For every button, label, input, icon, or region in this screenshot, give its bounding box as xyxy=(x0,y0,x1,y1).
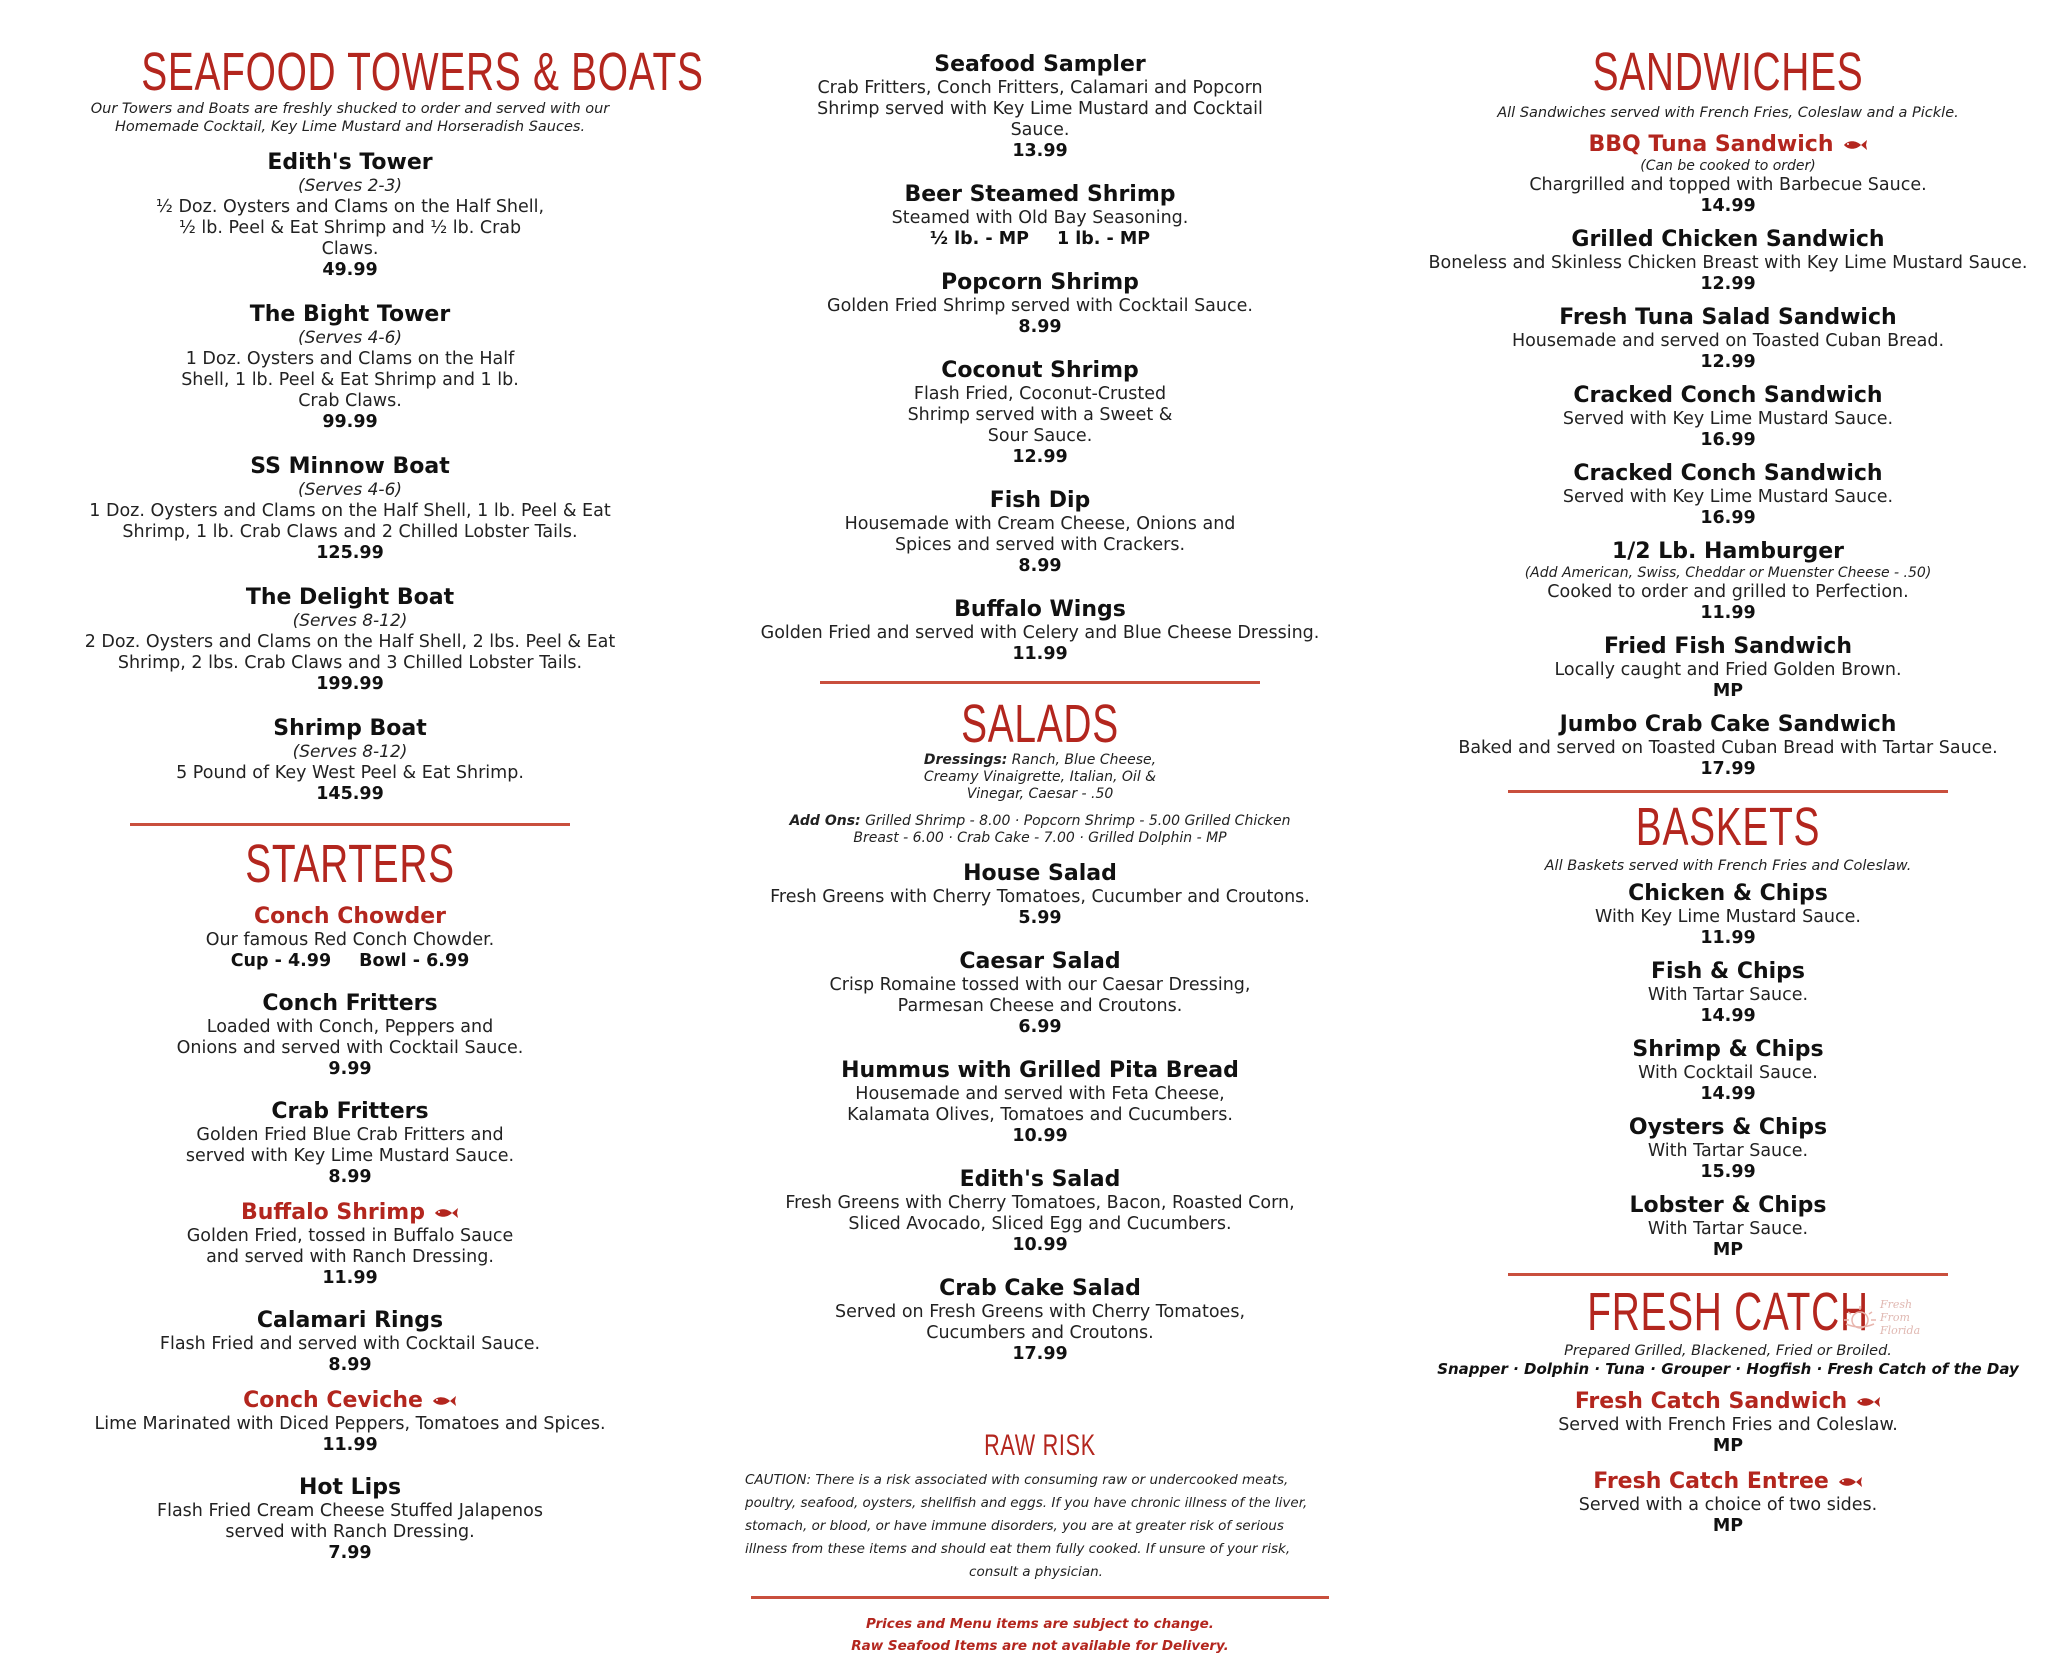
item-price: 17.99 xyxy=(1700,759,1756,779)
menu-item xyxy=(60,716,640,805)
section-note-towers: Our Towers and Boats are freshly shucked to order and served with our Homemade Cocktail, Key Lime Mustard and Horseradish Sauces. xyxy=(90,101,610,135)
menu-item xyxy=(1428,712,2028,780)
item-desc: 1 Doz. Oysters and Clams on the Half Shell, 1 lb. Peel & Eat Shrimp and 1 lb. Crab Claws. xyxy=(181,349,519,411)
item-name: Hot Lips xyxy=(298,1475,402,1500)
item-price: MP xyxy=(1712,1436,1744,1456)
item-name: Seafood Sampler xyxy=(934,52,1146,77)
menu-item xyxy=(60,904,640,972)
item-desc: Our famous Red Conch Chowder. xyxy=(205,930,495,950)
fish-icon xyxy=(433,1207,459,1219)
item-desc: Fresh Greens with Cherry Tomatoes, Cucumber and Croutons. xyxy=(770,887,1310,907)
item-price: 6.99 xyxy=(1018,1017,1062,1037)
item-desc: Flash Fried Cream Cheese Stuffed Jalapenos served with Ranch Dressing. xyxy=(157,1501,543,1542)
fish-icon xyxy=(431,1395,457,1407)
item-desc: Flash Fried and served with Cocktail Sauce. xyxy=(159,1334,541,1354)
item-price: 12.99 xyxy=(1700,274,1756,294)
menu-item xyxy=(60,1475,640,1564)
item-desc: Served with Key Lime Mustard Sauce. xyxy=(1562,487,1894,507)
section-title-salads: SALADS xyxy=(961,694,1119,754)
item-price: 9.99 xyxy=(328,1059,372,1079)
item-price: 7.99 xyxy=(328,1543,372,1563)
section-divider xyxy=(820,681,1260,684)
dressings-label: Dressings: xyxy=(923,752,1008,768)
item-serves: (Serves 2-3) xyxy=(297,176,403,196)
item-name: Fried Fish Sandwich xyxy=(1604,634,1852,659)
fish-icon xyxy=(1842,139,1868,151)
item-price: 14.99 xyxy=(1700,1006,1756,1026)
menu-item xyxy=(60,1308,640,1376)
item-desc: Housemade and served with Feta Cheese, Kalamata Olives, Tomatoes and Cucumbers. xyxy=(847,1084,1233,1125)
item-name: Popcorn Shrimp xyxy=(941,270,1139,295)
item-name: Crab Cake Salad xyxy=(939,1276,1141,1301)
item-name: Shrimp & Chips xyxy=(1632,1037,1824,1062)
item-name: Coconut Shrimp xyxy=(941,358,1139,383)
item-desc: Chargrilled and topped with Barbecue Sauce. xyxy=(1529,175,1927,195)
item-name xyxy=(60,1388,640,1414)
item-name: The Bight Tower xyxy=(249,302,451,327)
menu-item xyxy=(1428,881,2028,949)
item-desc: Steamed with Old Bay Seasoning. xyxy=(891,208,1189,228)
item-name: Calamari Rings xyxy=(256,1308,444,1333)
item-serves: (Serves 4-6) xyxy=(297,480,403,500)
item-price xyxy=(745,229,1335,250)
item-desc: Loaded with Conch, Peppers and Onions and served with Cocktail Sauce. xyxy=(176,1017,524,1058)
item-price: 199.99 xyxy=(316,674,384,694)
item-desc: Crisp Romaine tossed with our Caesar Dressing, Parmesan Cheese and Croutons. xyxy=(829,975,1251,1016)
fresh-catch-header xyxy=(1428,1284,2028,1340)
menu-item xyxy=(745,597,1335,665)
addons-text: Grilled Shrimp - 8.00 · Popcorn Shrimp - 5.00 Grilled Chicken Breast - 6.00 · Crab Cake - 7.00 · Grilled Dolphin - MP xyxy=(853,813,1291,846)
menu-item xyxy=(60,302,640,433)
menu-item xyxy=(1428,1037,2028,1105)
menu-item xyxy=(1428,132,2028,217)
menu-item xyxy=(1428,227,2028,295)
item-name-text: Buffalo Shrimp xyxy=(241,1200,425,1225)
menu-item xyxy=(745,949,1335,1038)
menu-item xyxy=(1428,305,2028,373)
menu-item xyxy=(1428,1389,2028,1457)
price-one-lb: 1 lb. - MP xyxy=(1056,229,1151,249)
item-price: 11.99 xyxy=(322,1268,378,1288)
item-name-text: BBQ Tuna Sandwich xyxy=(1588,132,1834,157)
logo-text-fresh: Fresh xyxy=(1880,1298,1913,1311)
item-name: Lobster & Chips xyxy=(1629,1193,1827,1218)
item-name: Cracked Conch Sandwich xyxy=(1573,461,1883,486)
item-name xyxy=(60,1200,640,1226)
menu-item xyxy=(745,52,1335,162)
section-divider xyxy=(751,1596,1329,1599)
item-desc: 1 Doz. Oysters and Clams on the Half Shell, 1 lb. Peel & Eat Shrimp, 1 lb. Crab Claws and 2 Chilled Lobster Tails. xyxy=(89,501,611,542)
section-title-baskets: BASKETS xyxy=(1635,797,1821,857)
item-desc: With Tartar Sauce. xyxy=(1647,1141,1809,1161)
fish-icon xyxy=(1855,1396,1881,1408)
item-price: 11.99 xyxy=(322,1435,378,1455)
addons-label: Add Ons: xyxy=(789,813,861,829)
item-price: 8.99 xyxy=(1018,556,1062,576)
item-name: Shrimp Boat xyxy=(273,716,427,741)
menu-item xyxy=(745,1276,1335,1365)
item-desc: 2 Doz. Oysters and Clams on the Half Shell, 2 lbs. Peel & Eat Shrimp, 2 lbs. Crab Claws and 3 Chilled Lobster Tails. xyxy=(84,632,616,673)
section-title-sandwiches: SANDWICHES xyxy=(1592,42,1864,102)
section-title-seafood-towers: SEAFOOD TOWERS & BOATS xyxy=(141,42,704,102)
menu-item xyxy=(1428,1193,2028,1261)
price-bowl: Bowl - 6.99 xyxy=(359,951,470,971)
item-desc: Fresh Greens with Cherry Tomatoes, Bacon, Roasted Corn, Sliced Avocado, Sliced Egg and Cucumbers. xyxy=(785,1193,1295,1234)
item-price: 14.99 xyxy=(1700,1084,1756,1104)
section-title-starters: STARTERS xyxy=(245,834,455,894)
salad-dressings xyxy=(745,752,1335,803)
item-price: 99.99 xyxy=(322,412,378,432)
item-price: 49.99 xyxy=(322,260,378,280)
item-note: (Can be cooked to order) xyxy=(1640,158,1816,174)
item-price: 14.99 xyxy=(1700,196,1756,216)
menu-item xyxy=(745,1058,1335,1147)
fresh-from-florida-logo xyxy=(1840,1294,1920,1342)
dressings-text: Ranch, Blue Cheese, Creamy Vinaigrette, Italian, Oil & Vinegar, Caesar - .50 xyxy=(923,752,1157,802)
item-desc: Locally caught and Fried Golden Brown. xyxy=(1554,660,1902,680)
item-serves: (Serves 8-12) xyxy=(292,742,408,762)
column-left xyxy=(60,0,704,1564)
item-desc: Housemade with Cream Cheese, Onions and Spices and served with Crackers. xyxy=(844,514,1236,555)
item-desc: Served with French Fries and Coleslaw. xyxy=(1558,1415,1898,1435)
item-desc: Lime Marinated with Diced Peppers, Tomatoes and Spices. xyxy=(94,1414,606,1434)
item-desc: Golden Fried Shrimp served with Cocktail Sauce. xyxy=(827,296,1253,316)
item-desc: ½ Doz. Oysters and Clams on the Half Shell, ½ lb. Peel & Eat Shrimp and ½ lb. Crab Claws. xyxy=(155,197,545,259)
item-price: 8.99 xyxy=(328,1167,372,1187)
item-name: Fresh Tuna Salad Sandwich xyxy=(1559,305,1897,330)
item-name xyxy=(1428,132,2028,158)
menu-item xyxy=(1428,1469,2028,1537)
item-desc: Served with a choice of two sides. xyxy=(1578,1495,1878,1515)
item-desc: Boneless and Skinless Chicken Breast with Key Lime Mustard Sauce. xyxy=(1428,253,2028,273)
item-price: 11.99 xyxy=(1700,928,1756,948)
logo-text-florida: From Florida xyxy=(1880,1311,1921,1337)
item-desc: Flash Fried, Coconut-Crusted Shrimp served with a Sweet & Sour Sauce. xyxy=(907,384,1173,446)
item-desc: Served on Fresh Greens with Cherry Tomatoes, Cucumbers and Croutons. xyxy=(834,1302,1246,1343)
item-serves: (Serves 8-12) xyxy=(292,611,408,631)
item-desc: With Key Lime Mustard Sauce. xyxy=(1595,907,1861,927)
item-name: Fish Dip xyxy=(989,488,1091,513)
item-desc: Golden Fried, tossed in Buffalo Sauce and served with Ranch Dressing. xyxy=(186,1226,514,1267)
menu-item xyxy=(60,454,640,564)
item-price: 125.99 xyxy=(316,543,384,563)
item-price: 16.99 xyxy=(1700,508,1756,528)
raw-risk-text: CAUTION: There is a risk associated with consuming raw or undercooked meats, poultry, seafood, oysters, shellfish and eggs. If you have chronic illness of the liver, stomach, or blood, or have immune disorders, you are at greater risk of serious illness from these items and should eat them fully cooked. If unsure of your risk, consult a physician. xyxy=(745,1472,1308,1580)
item-price: 17.99 xyxy=(1012,1344,1068,1364)
menu-item xyxy=(60,150,640,281)
item-desc: Baked and served on Toasted Cuban Bread with Tartar Sauce. xyxy=(1458,738,1998,758)
item-name: Buffalo Wings xyxy=(954,597,1126,622)
section-title-raw-risk: RAW RISK xyxy=(984,1429,1096,1462)
item-name: 1/2 Lb. Hamburger xyxy=(1611,539,1845,564)
item-name: Conch Chowder xyxy=(253,904,447,929)
item-name: Conch Fritters xyxy=(262,991,438,1016)
menu-item xyxy=(745,861,1335,929)
menu-item xyxy=(60,585,640,695)
item-desc: 5 Pound of Key West Peel & Eat Shrimp. xyxy=(176,763,524,783)
item-name: House Salad xyxy=(963,861,1117,886)
item-price: 13.99 xyxy=(1012,141,1068,161)
item-name: Oysters & Chips xyxy=(1628,1115,1828,1140)
item-name-text: Fresh Catch Sandwich xyxy=(1574,1389,1848,1414)
item-price: 11.99 xyxy=(1700,603,1756,623)
item-price: 10.99 xyxy=(1012,1126,1068,1146)
menu-item xyxy=(745,488,1335,577)
item-desc: Crab Fritters, Conch Fritters, Calamari and Popcorn Shrimp served with Key Lime Mustard and Cocktail Sauce. xyxy=(817,78,1263,140)
item-name: Crab Fritters xyxy=(271,1099,429,1124)
fresh-catch-fish-list: Snapper · Dolphin · Tuna · Grouper · Hogfish · Fresh Catch of the Day xyxy=(1437,1360,2019,1378)
item-name: Beer Steamed Shrimp xyxy=(904,182,1176,207)
fish-icon xyxy=(1837,1476,1863,1488)
item-note: (Add American, Swiss, Cheddar or Muenster Cheese - .50) xyxy=(1524,565,1932,581)
section-note-baskets: All Baskets served with French Fries and Coleslaw. xyxy=(1544,858,1912,874)
item-name: Fish & Chips xyxy=(1650,959,1806,984)
menu-item xyxy=(1428,959,2028,1027)
item-desc: Cooked to order and grilled to Perfection. xyxy=(1547,582,1909,602)
item-price xyxy=(60,951,640,972)
section-divider xyxy=(1508,790,1948,793)
column-middle xyxy=(745,0,1335,1657)
item-name: Hummus with Grilled Pita Bread xyxy=(841,1058,1239,1083)
item-name: Edith's Salad xyxy=(959,1167,1121,1192)
disclaimer-prices: Prices and Menu items are subject to change. xyxy=(866,1616,1214,1632)
item-desc: With Cocktail Sauce. xyxy=(1638,1063,1818,1083)
menu-item xyxy=(745,182,1335,250)
item-name: SS Minnow Boat xyxy=(250,454,450,479)
menu-item xyxy=(60,1388,640,1456)
item-name: Grilled Chicken Sandwich xyxy=(1571,227,1885,252)
menu-item xyxy=(745,270,1335,338)
item-serves: (Serves 4-6) xyxy=(297,328,403,348)
item-name: Cracked Conch Sandwich xyxy=(1573,383,1883,408)
section-title-fresh-catch: FRESH CATCH xyxy=(1587,1282,1869,1342)
item-name: Chicken & Chips xyxy=(1628,881,1828,906)
item-desc: With Tartar Sauce. xyxy=(1647,1219,1809,1239)
item-price: 10.99 xyxy=(1012,1235,1068,1255)
disclaimer-delivery: Raw Seafood Items are not available for Delivery. xyxy=(851,1638,1229,1654)
column-right xyxy=(1428,0,2028,1537)
item-price: MP xyxy=(1712,681,1744,701)
menu-item xyxy=(745,358,1335,468)
menu-item xyxy=(60,1200,640,1289)
item-price: 145.99 xyxy=(316,784,384,804)
item-price: 12.99 xyxy=(1700,352,1756,372)
menu-item xyxy=(1428,461,2028,529)
item-name: Edith's Tower xyxy=(267,150,433,175)
sun-icon xyxy=(1840,1300,1880,1330)
price-cup: Cup - 4.99 xyxy=(230,951,332,971)
salad-addons xyxy=(745,813,1335,847)
item-name xyxy=(1428,1469,2028,1495)
item-price: 11.99 xyxy=(1012,644,1068,664)
item-name: Caesar Salad xyxy=(959,949,1121,974)
item-name xyxy=(1428,1389,2028,1415)
section-divider xyxy=(1508,1273,1948,1276)
item-name-text: Fresh Catch Entree xyxy=(1593,1469,1829,1494)
section-note-fresh-catch: Prepared Grilled, Blackened, Fried or Broiled. xyxy=(1564,1343,1892,1359)
item-price: MP xyxy=(1712,1516,1744,1536)
menu-item xyxy=(60,1099,640,1188)
price-half-lb: ½ lb. - MP xyxy=(929,229,1029,249)
item-price: 16.99 xyxy=(1700,430,1756,450)
menu-item xyxy=(1428,539,2028,624)
item-price: MP xyxy=(1712,1240,1744,1260)
item-desc: Served with Key Lime Mustard Sauce. xyxy=(1562,409,1894,429)
item-price: 5.99 xyxy=(1018,908,1062,928)
item-name: Jumbo Crab Cake Sandwich xyxy=(1559,712,1897,737)
menu-item xyxy=(60,991,640,1080)
item-price: 12.99 xyxy=(1012,447,1068,467)
item-desc: Golden Fried Blue Crab Fritters and served with Key Lime Mustard Sauce. xyxy=(185,1125,515,1166)
item-price: 15.99 xyxy=(1700,1162,1756,1182)
section-note-sandwiches: All Sandwiches served with French Fries, Coleslaw and a Pickle. xyxy=(1497,105,1959,121)
menu-item xyxy=(1428,383,2028,451)
item-price: 8.99 xyxy=(328,1355,372,1375)
item-desc: With Tartar Sauce. xyxy=(1647,985,1809,1005)
item-name-text: Conch Ceviche xyxy=(243,1388,423,1413)
item-desc: Housemade and served on Toasted Cuban Bread. xyxy=(1511,331,1945,351)
item-price: 8.99 xyxy=(1018,317,1062,337)
menu-item xyxy=(745,1167,1335,1256)
section-divider xyxy=(130,823,570,826)
item-desc: Golden Fried and served with Celery and Blue Cheese Dressing. xyxy=(760,623,1320,643)
menu-item xyxy=(1428,1115,2028,1183)
menu-item xyxy=(1428,634,2028,702)
item-name: The Delight Boat xyxy=(245,585,455,610)
logo-text xyxy=(1880,1298,1924,1337)
